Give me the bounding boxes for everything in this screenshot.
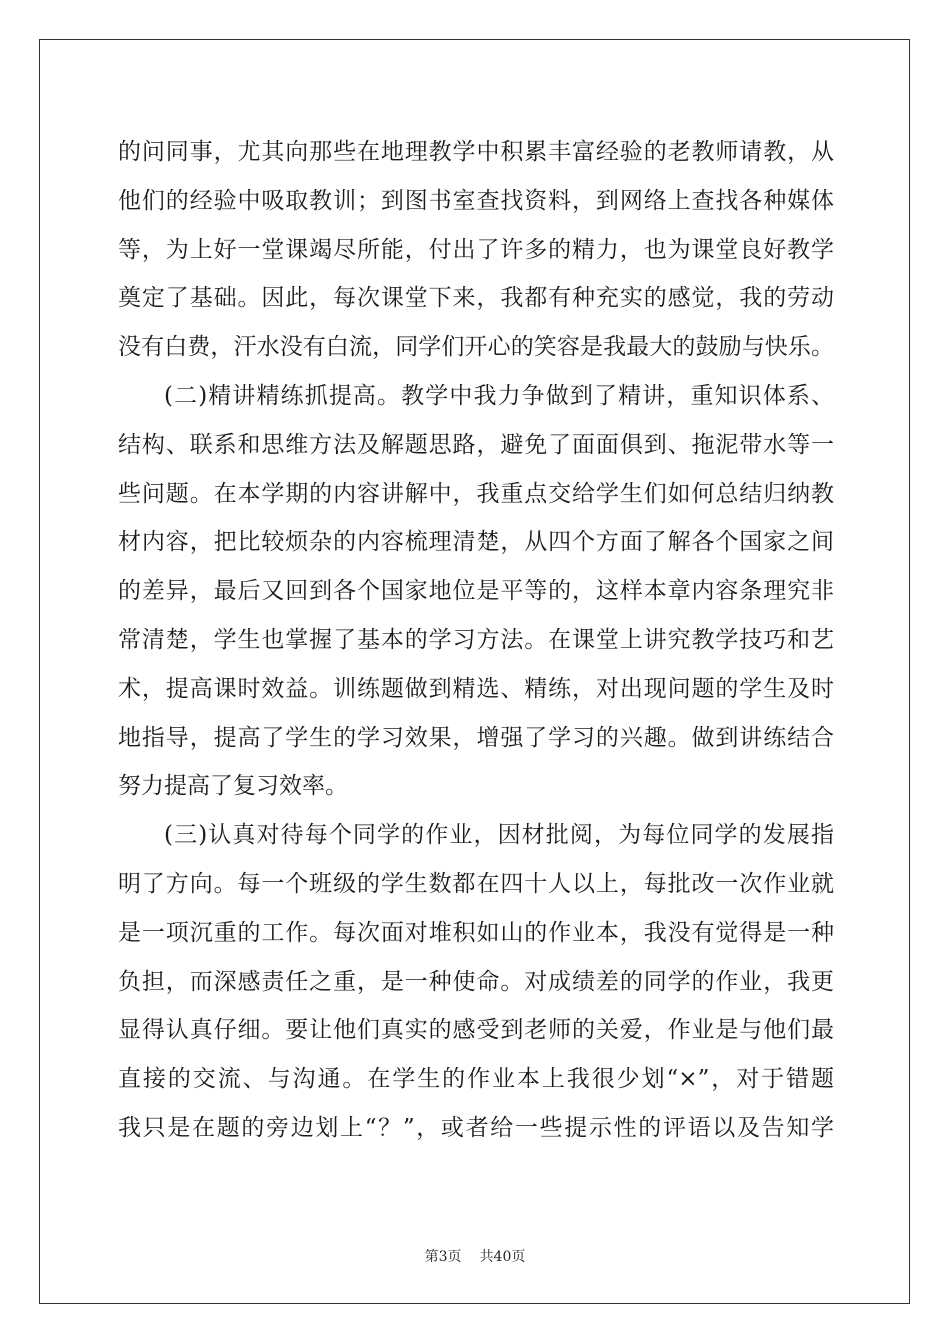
text-line: 我只是在题的旁边划上“？”，或者给一些提示性的评语以及告知学 [118,1114,834,1141]
text-line: 些问题。在本学期的内容讲解中，我重点交给学生们如何总结归纳教 [118,480,834,507]
text-line: 直接的交流、与沟通。在学生的作业本上我很少划“×”，对于错题 [118,1066,834,1093]
text-line: (二)精讲精练抓提高。教学中我力争做到了精讲，重知识体系、 [164,382,834,409]
text-line: 努力提高了复习效率。 [118,773,348,800]
text-line: 是一项沉重的工作。每次面对堆积如山的作业本，我没有觉得是一种 [118,919,834,946]
text-line: 负担，而深感责任之重，是一种使命。对成绩差的同学的作业，我更 [118,968,834,995]
text-line: 材内容，把比较烦杂的内容梳理清楚，从四个方面了解各个国家之间 [118,529,834,556]
text-line: 显得认真仔细。要让他们真实的感受到老师的关爱，作业是与他们最 [118,1017,834,1044]
page-number: 第3页 [424,1249,462,1265]
text-line: 没有白费，汗水没有白流，同学们开心的笑容是我最大的鼓励与快乐。 [118,334,834,361]
text-line: 奠定了基础。因此，每次课堂下来，我都有种充实的感觉，我的劳动 [118,285,834,312]
text-line: 地指导，提高了学生的学习效果，增强了学习的兴趣。做到讲练结合 [118,724,834,751]
text-line: (三)认真对待每个同学的作业，因材批阅，为每位同学的发展指 [164,822,834,849]
paragraph-2 [118,372,834,811]
paragraph-3 [118,811,834,1153]
text-line: 结构、联系和思维方法及解题思路，避免了面面俱到、拖泥带水等一 [118,431,834,458]
text-line: 的差异，最后又回到各个国家地位是平等的，这样本章内容条理究非 [118,578,834,605]
text-line: 等，为上好一堂课竭尽所能，付出了许多的精力，也为课堂良好教学 [118,236,834,263]
text-line: 的问同事，尤其向那些在地理教学中积累丰富经验的老教师请教，从 [118,139,834,165]
text-line: 常清楚，学生也掌握了基本的学习方法。在课堂上讲究教学技巧和艺 [118,626,834,653]
text-line: 他们的经验中吸取教训；到图书室查找资料，到网络上查找各种媒体 [118,187,834,214]
total-pages: 共40页 [479,1249,526,1265]
paragraph-1 [118,128,834,372]
document-body [118,128,834,1153]
text-line: 明了方向。每一个班级的学生数都在四十人以上，每批改一次作业就 [118,870,834,897]
text-line: 术，提高课时效益。训练题做到精选、精练，对出现问题的学生及时 [118,675,834,702]
page-footer [0,1247,950,1267]
